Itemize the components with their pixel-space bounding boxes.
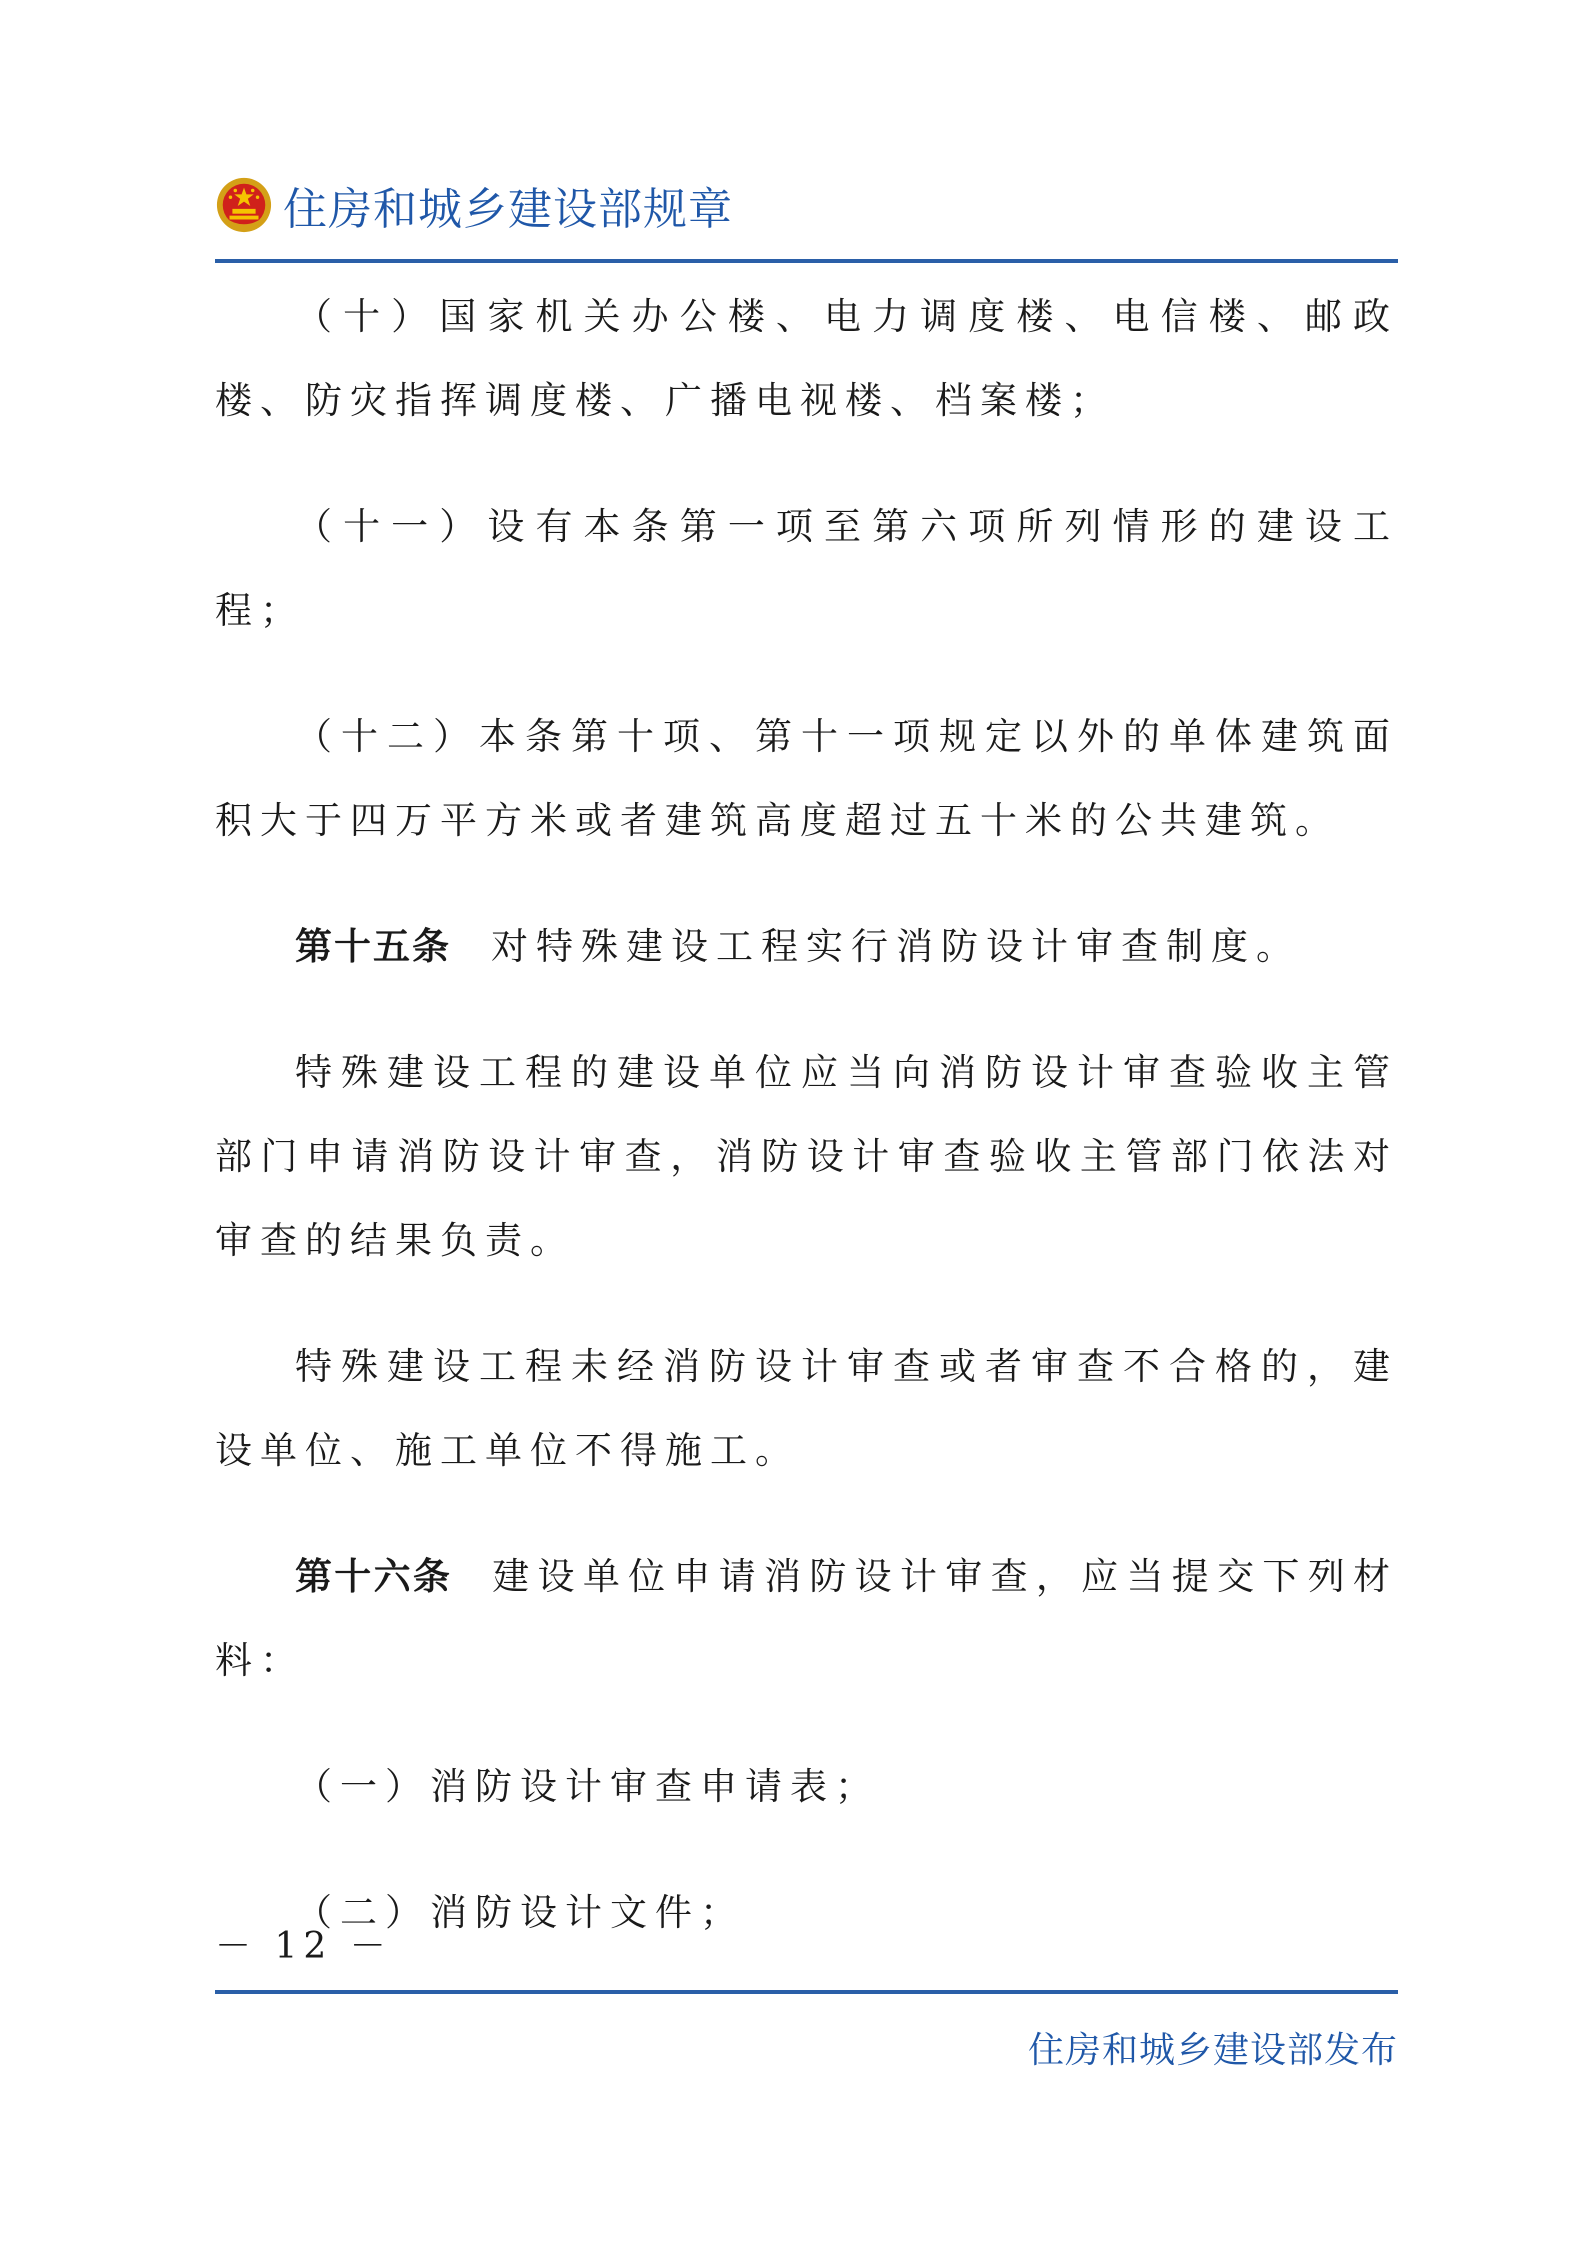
body-paragraph <box>215 1325 1398 1493</box>
paragraph-text: 特殊建设工程的建设单位应当向消防设计审查验收主管部门申请消防设计审查，消防设计审查验收主管部门依法对审查的结果负责。 <box>215 1051 1398 1262</box>
body-paragraph <box>215 1031 1398 1283</box>
paragraph-text: （二）消防设计文件； <box>295 1891 745 1934</box>
body-paragraph <box>215 1745 1398 1829</box>
paragraph-text: （十一）设有本条第一项至第六项所列情形的建设工程； <box>215 505 1398 632</box>
footer-publisher: 住房和城乡建设部发布 <box>1027 2030 1398 2071</box>
national-emblem-icon <box>215 176 273 234</box>
article-paragraph <box>215 1535 1398 1703</box>
header-divider <box>215 259 1398 263</box>
paragraph-text: （十）国家机关办公楼、电力调度楼、电信楼、邮政楼、防灾指挥调度楼、广播电视楼、档案楼； <box>215 295 1398 422</box>
body-paragraph <box>215 275 1398 443</box>
footer-divider <box>215 1990 1398 1994</box>
page-number: － 12 － <box>215 1926 392 1967</box>
paragraph-text: 特殊建设工程未经消防设计审查或者审查不合格的，建设单位、施工单位不得施工。 <box>215 1345 1398 1472</box>
paragraph-text: （一）消防设计审查申请表； <box>295 1765 880 1808</box>
paragraph-text: 对特殊建设工程实行消防设计审查制度。 <box>491 925 1301 968</box>
paragraph-text: （十二）本条第十项、第十一项规定以外的单体建筑面积大于四万平方米或者建筑高度超过五十米的公共建筑。 <box>215 715 1398 842</box>
body-paragraph <box>215 695 1398 863</box>
body-paragraph <box>215 485 1398 653</box>
body-paragraph <box>215 1871 1398 1955</box>
page-header <box>215 170 733 240</box>
article-label: 第十六条 <box>295 1555 453 1598</box>
paragraph-text: 建设单位申请消防设计审查，应当提交下列材料： <box>215 1555 1399 1682</box>
article-paragraph <box>215 905 1398 989</box>
header-title: 住房和城乡建设部规章 <box>283 184 733 235</box>
article-label: 第十五条 <box>295 925 451 968</box>
document-body <box>215 275 1398 1997</box>
